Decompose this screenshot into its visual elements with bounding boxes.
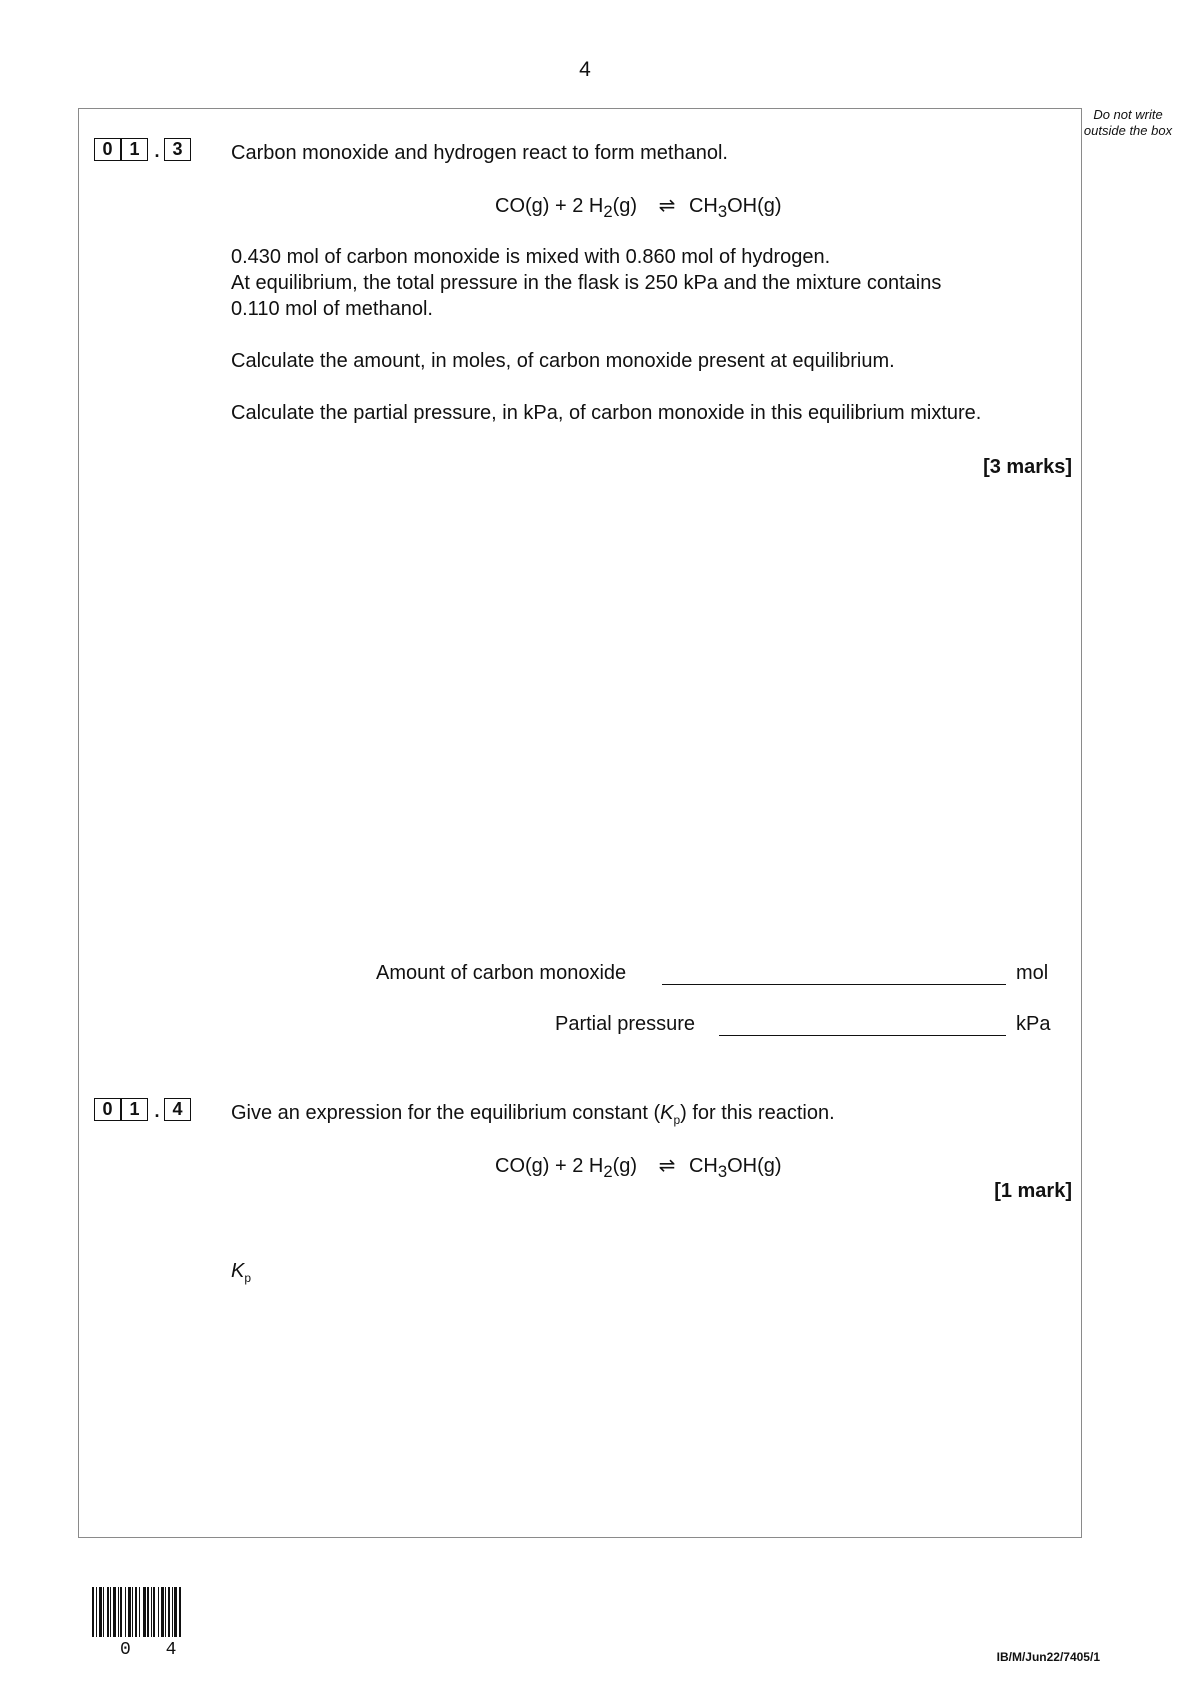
equation-left-end: (g)	[612, 1155, 638, 1177]
question-number-01-4	[94, 1098, 195, 1121]
q14-prompt	[231, 1100, 835, 1133]
kp-letter: K	[231, 1260, 245, 1282]
answer-amount-unit: mol	[1016, 962, 1049, 984]
equation-left: CO(g) + 2 H	[495, 1155, 604, 1177]
equation-left: CO(g) + 2 H	[495, 195, 604, 217]
page-number: 4	[579, 58, 591, 81]
equation-right-end: OH(g)	[727, 195, 782, 217]
q14-prompt-k: K	[660, 1102, 674, 1124]
q13-data-line-3: 0.110 mol of methanol.	[231, 298, 433, 320]
answer-pressure-line[interactable]	[719, 1013, 1006, 1036]
equation-right-end: OH(g)	[727, 1155, 782, 1177]
q14-prompt-k-sub: p	[673, 1113, 681, 1127]
question-digit: 0	[94, 138, 121, 161]
equilibrium-arrow-icon: ⇌	[658, 195, 676, 217]
q13-equation	[495, 193, 782, 222]
q14-marks: [1 mark]	[994, 1180, 1072, 1202]
answer-amount-label: Amount of carbon monoxide	[376, 962, 627, 984]
answer-pressure-unit: kPa	[1016, 1013, 1051, 1035]
barcode-icon	[92, 1587, 198, 1637]
equation-right-sub: 3	[717, 202, 728, 221]
margin-note: Do not write outside the box	[1083, 107, 1173, 138]
q13-intro: Carbon monoxide and hydrogen react to form methanol.	[231, 142, 728, 164]
barcode-number: 0 4	[120, 1640, 189, 1660]
q13-marks: [3 marks]	[983, 456, 1072, 478]
q13-data-line-2: At equilibrium, the total pressure in the flask is 250 kPa and the mixture contains	[231, 272, 942, 294]
question-number-01-3	[94, 138, 195, 161]
equation-right-sub: 3	[717, 1162, 728, 1181]
q13-data-line-1: 0.430 mol of carbon monoxide is mixed with 0.860 mol of hydrogen.	[231, 246, 831, 268]
q14-prompt-end: ) for this reaction.	[680, 1102, 835, 1124]
equation-left-end: (g)	[612, 195, 638, 217]
equilibrium-arrow-icon: ⇌	[658, 1155, 676, 1177]
question-digit: 0	[94, 1098, 121, 1121]
answer-box	[78, 108, 1082, 1538]
kp-label	[231, 1260, 251, 1285]
answer-amount-line[interactable]	[662, 962, 1006, 985]
equation-right: CH	[688, 1155, 718, 1177]
q14-prompt-start: Give an expression for the equilibrium constant (	[231, 1102, 661, 1124]
question-dot: .	[154, 1101, 160, 1121]
question-digit: 1	[121, 1098, 148, 1121]
question-dot: .	[154, 141, 160, 161]
q13-task-1: Calculate the amount, in moles, of carbon monoxide present at equilibrium.	[231, 350, 895, 372]
equation-left-sub: 2	[603, 1162, 613, 1181]
q14-equation	[495, 1153, 782, 1182]
question-digit: 1	[121, 138, 148, 161]
footer-code: IB/M/Jun22/7405/1	[996, 1650, 1100, 1664]
equation-left-sub: 2	[603, 202, 613, 221]
answer-pressure-label: Partial pressure	[555, 1013, 696, 1035]
q13-task-2: Calculate the partial pressure, in kPa, of carbon monoxide in this equilibrium mixture.	[231, 402, 982, 424]
kp-subscript: p	[244, 1271, 252, 1285]
question-digit: 3	[164, 138, 191, 161]
equation-right: CH	[688, 195, 718, 217]
question-digit: 4	[164, 1098, 191, 1121]
